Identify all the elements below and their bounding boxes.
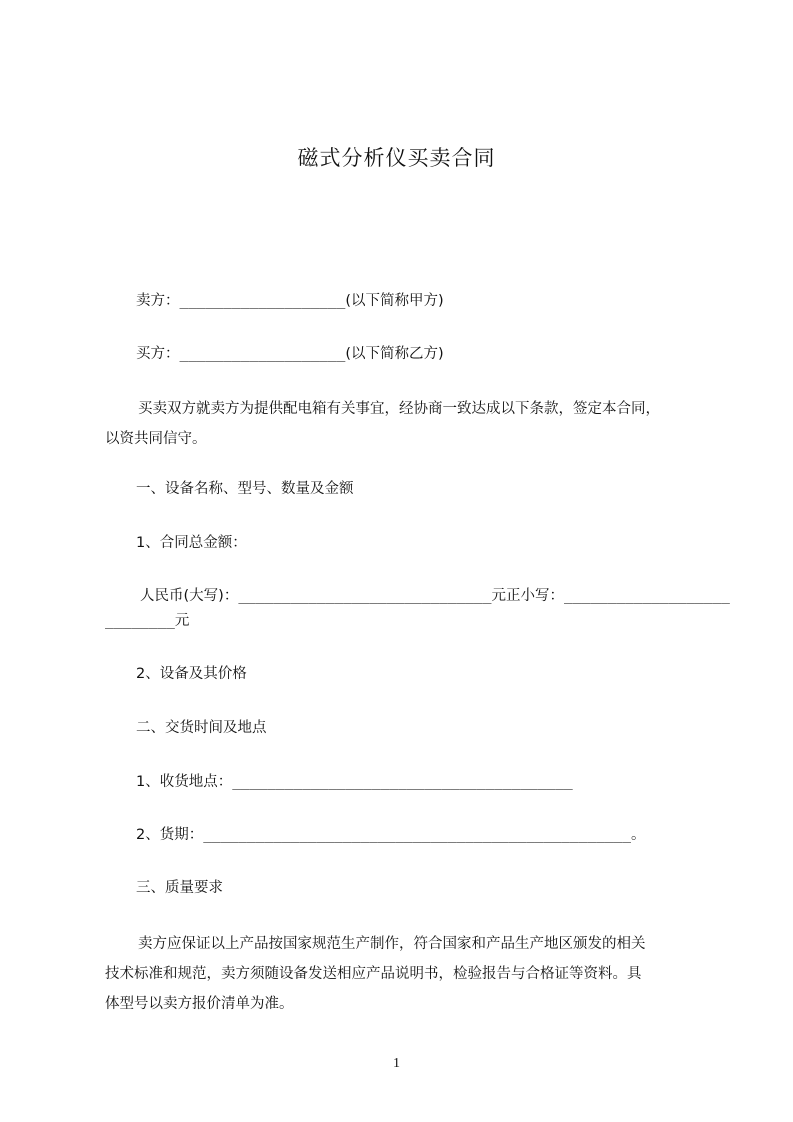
- quality-paragraph: [105, 929, 690, 1019]
- buyer-suffix: (以下简称乙方): [345, 346, 444, 362]
- delivery-place-line: [136, 772, 573, 792]
- amount-unit: 元: [174, 613, 190, 629]
- section-1-heading: 一、设备名称、型号、数量及金额: [136, 481, 354, 497]
- amount-blank-upper: _____________________________: [238, 588, 492, 604]
- intro-paragraph: [105, 394, 690, 454]
- seller-line: [136, 291, 444, 311]
- intro-line-1: 买卖双方就卖方为提供配电箱有关事宜，经协商一致达成以下条款，签定本合同，: [138, 401, 660, 417]
- amount-blank-cont: ________: [105, 613, 175, 629]
- buyer-label: 买方：: [136, 346, 180, 362]
- seller-blank: ___________________: [179, 293, 346, 309]
- quality-line-3: 体型号以卖方报价清单为准。: [105, 996, 294, 1012]
- page-number: 1: [393, 1056, 400, 1071]
- delivery-place-blank: _______________________________________: [232, 774, 573, 790]
- section-1-item-2: 2、设备及其价格: [136, 666, 247, 682]
- amount-label: 人民币(大写)：: [140, 588, 239, 604]
- document-title: 磁式分析仪买卖合同: [297, 146, 496, 170]
- amount-line-cont: [105, 611, 189, 631]
- section-2-heading: 二、交货时间及地点: [136, 720, 267, 736]
- section-1-item-1: 1、合同总金额：: [136, 535, 247, 551]
- intro-line-2: 以资共同信守。: [105, 431, 207, 447]
- delivery-time-blank: _________________________________________________: [203, 827, 631, 843]
- quality-line-1: 卖方应保证以上产品按国家规范生产制作，符合国家和产品生产地区颁发的相关: [138, 936, 646, 952]
- quality-line-2: 技术标准和规范，卖方须随设备发送相应产品说明书，检验报告与合格证等资料。具: [105, 966, 642, 982]
- delivery-time-end: 。: [631, 827, 646, 843]
- seller-suffix: (以下简称甲方): [345, 293, 444, 309]
- section-3-heading: 三、质量要求: [136, 880, 223, 896]
- delivery-place-label: 1、收货地点：: [136, 774, 233, 790]
- buyer-line: [136, 344, 444, 364]
- amount-blank-lower: ___________________: [564, 588, 730, 604]
- delivery-time-label: 2、货期：: [136, 827, 204, 843]
- amount-mid-label: 元正小写：: [491, 588, 564, 604]
- amount-line: [140, 586, 730, 606]
- delivery-time-line: [136, 825, 646, 845]
- seller-label: 卖方：: [136, 293, 180, 309]
- buyer-blank: ___________________: [179, 346, 346, 362]
